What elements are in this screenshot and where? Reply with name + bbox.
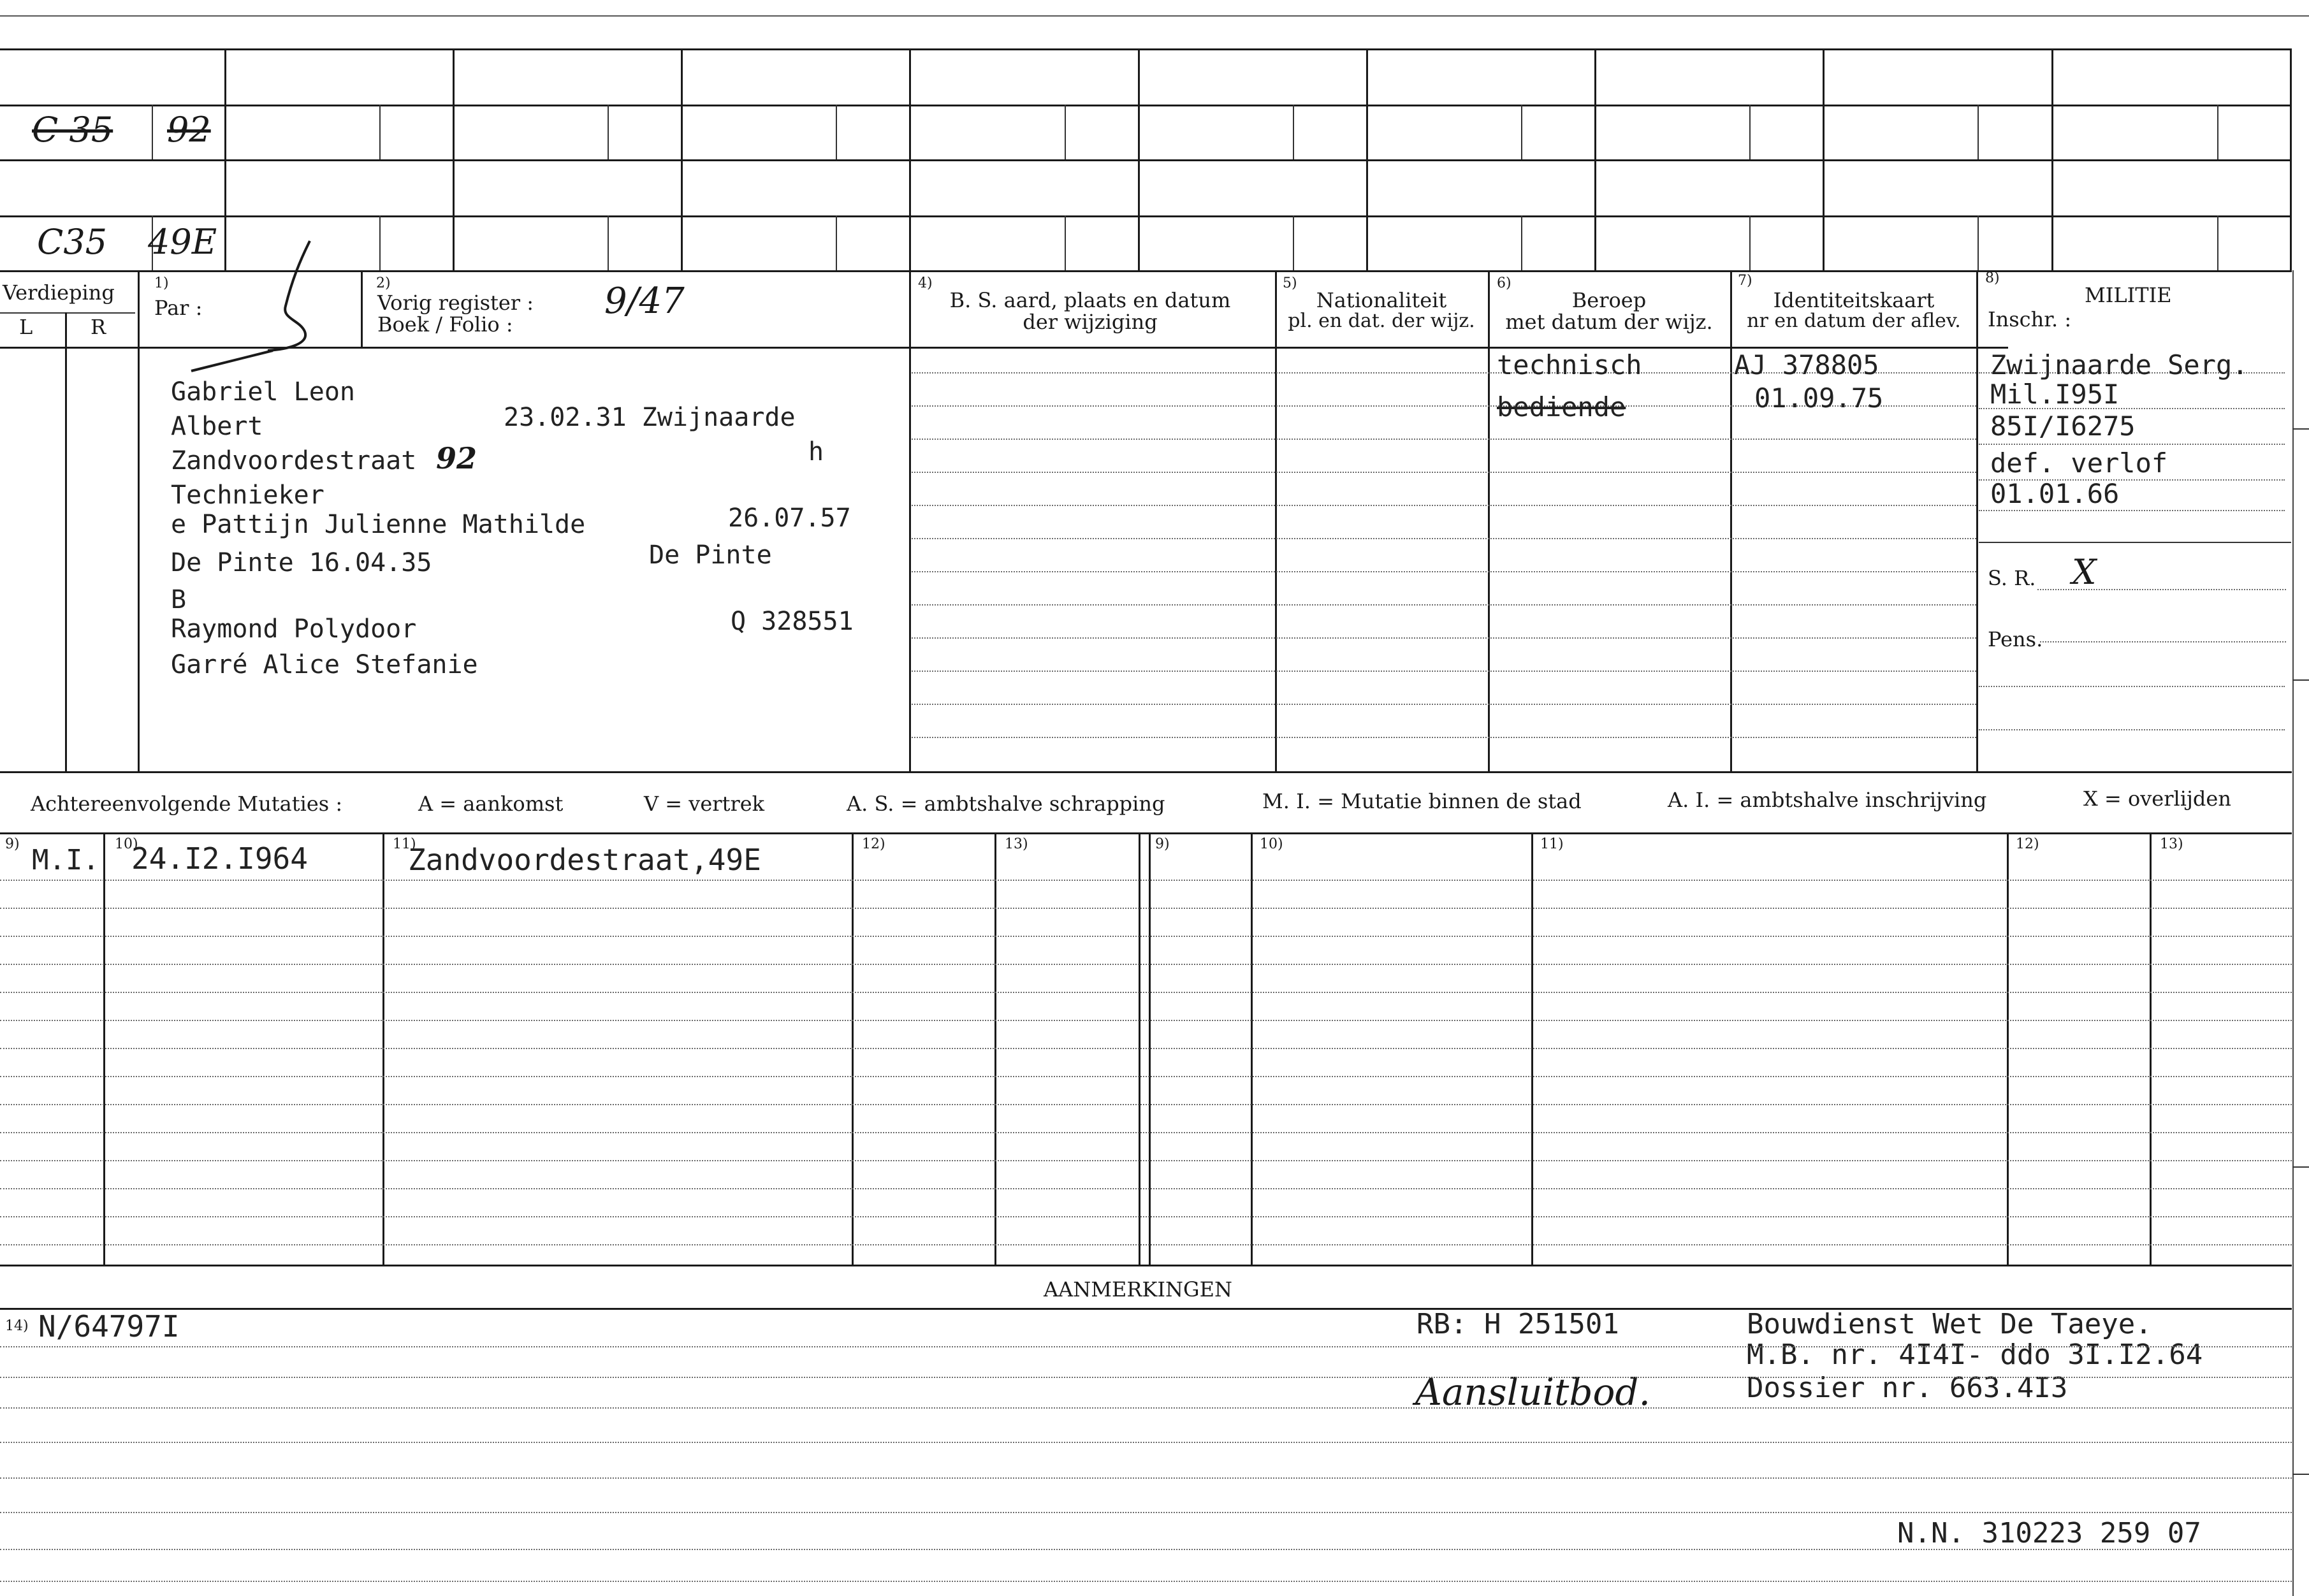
dotted-rule	[0, 1020, 2292, 1021]
grid-line	[1521, 215, 1522, 270]
grid-line	[1749, 105, 1751, 159]
grid-line	[1976, 270, 1978, 771]
id-number: AJ 378805	[1734, 349, 1879, 381]
grid-line	[1488, 270, 1490, 771]
remarks-bouw-1: Bouwdienst Wet De Taeye.	[1747, 1308, 2152, 1340]
grid-line	[2217, 215, 2218, 270]
par-signature	[178, 236, 331, 382]
dotted-rule	[912, 604, 1976, 606]
grid-line	[909, 48, 911, 270]
grid-line	[0, 312, 135, 314]
dotted-rule	[2040, 641, 2286, 642]
grid-line	[2290, 48, 2292, 270]
bs-label-1: B. S. aard, plaats en datum	[949, 288, 1231, 312]
grid-line	[909, 270, 911, 771]
person-mother: Garré Alice Stefanie	[171, 650, 478, 679]
dotted-rule	[0, 1512, 2292, 1513]
sr-label: S. R.	[1988, 566, 2036, 590]
legend-title: Achtereenvolgende Mutaties :	[31, 792, 343, 816]
grid-line	[152, 105, 153, 159]
edge-tick	[2292, 428, 2309, 430]
mut-col-num: 12)	[862, 836, 885, 852]
dotted-rule	[0, 1377, 2292, 1378]
grid-line	[1594, 48, 1596, 270]
dotted-rule	[0, 1188, 2292, 1189]
grid-line	[608, 105, 609, 159]
grid-line	[361, 270, 363, 347]
grid-line	[681, 48, 683, 270]
person-h-mark: h	[808, 437, 824, 467]
dotted-rule	[912, 571, 1976, 572]
person-code: Q 328551	[731, 607, 854, 636]
grid-line	[1978, 215, 1979, 270]
grid-line	[0, 832, 2292, 834]
id-label-1: Identiteitskaart	[1773, 288, 1935, 312]
edge-tick	[2292, 679, 2309, 681]
bs-label-2: der wijziging	[1023, 310, 1158, 334]
grid-line	[0, 1265, 2292, 1266]
legend-item: M. I. = Mutatie binnen de stad	[1262, 789, 1582, 813]
grid-line	[1065, 105, 1066, 159]
dotted-rule	[0, 1442, 2292, 1443]
legend-item: A = aankomst	[418, 792, 564, 816]
militie-line-5: 01.01.66	[1990, 478, 2120, 509]
dotted-rule	[0, 992, 2292, 993]
grid-line	[0, 215, 2292, 217]
person-father: Raymond Polydoor	[171, 614, 417, 644]
grid-line	[0, 771, 2292, 773]
bs-num: 4)	[918, 275, 933, 291]
grid-line	[1979, 542, 2291, 543]
mut-entry-type: M.I.	[32, 844, 99, 876]
dotted-rule	[912, 538, 1976, 539]
militie-line-2: Mil.I95I	[1990, 379, 2120, 410]
legend-item: V = vertrek	[644, 792, 765, 816]
edge-tick	[2292, 1166, 2309, 1168]
edge-tick	[2292, 1474, 2309, 1475]
beroep-line-1: technisch	[1497, 349, 1642, 381]
militie-line-1: Zwijnaarde Serg.	[1990, 349, 2248, 381]
dotted-rule	[912, 637, 1976, 639]
dotted-rule	[0, 1132, 2292, 1133]
dotted-rule	[1979, 444, 2285, 445]
boek-label: Boek / Folio :	[377, 312, 513, 337]
id-num: 7)	[1738, 273, 1752, 289]
mut-entry-address: Zandvoordestraat,49E	[408, 843, 761, 877]
dotted-rule	[0, 1160, 2292, 1161]
col-r-label: R	[91, 315, 106, 339]
mil-num: 8)	[1985, 270, 2000, 286]
grid-line	[1749, 215, 1751, 270]
dotted-rule	[1979, 686, 2285, 687]
dotted-rule	[1979, 729, 2285, 730]
dotted-rule	[0, 1581, 2292, 1582]
person-street: Zandvoordestraat	[171, 446, 417, 475]
grid-line	[453, 48, 455, 270]
dotted-rule	[0, 1549, 2292, 1550]
mut-col-num: 13)	[1005, 836, 1028, 852]
dotted-rule	[0, 1216, 2292, 1217]
grid-line	[1521, 105, 1522, 159]
top-edge-line	[0, 15, 2309, 17]
id-date: 01.09.75	[1754, 382, 1884, 414]
dotted-rule	[0, 1104, 2292, 1105]
dotted-rule	[0, 880, 2292, 881]
mut-col-num: 13)	[2160, 836, 2183, 852]
vorig-value: 9/47	[604, 280, 685, 322]
remarks-title: AANMERKINGEN	[1044, 1277, 1232, 1302]
remarks-rb: RB: H 251501	[1417, 1308, 1619, 1340]
grid-line	[138, 270, 140, 771]
person-profession: Technieker	[171, 481, 324, 510]
grid-line	[0, 105, 2292, 106]
grid-line	[608, 215, 609, 270]
dotted-rule	[0, 964, 2292, 965]
dotted-rule	[0, 1244, 2292, 1245]
person-b-mark: B	[171, 585, 187, 614]
col-l-label: L	[19, 315, 33, 339]
person-house-number: 92	[436, 441, 477, 475]
dotted-rule	[0, 936, 2292, 937]
mut-col-num: 12)	[2016, 836, 2039, 852]
grid-line	[379, 105, 381, 159]
ref-number-current: 49E	[148, 222, 217, 262]
person-second-name: Albert	[171, 412, 263, 441]
mil-label: MILITIE	[2085, 283, 2172, 307]
grid-line	[1275, 270, 1277, 771]
person-marriage-date: 26.07.57	[728, 504, 851, 533]
militie-line-3: 85I/I6275	[1990, 410, 2136, 442]
par-num: 1)	[154, 275, 169, 291]
remarks-bouw-2: M.B. nr. 4I4I- ddo 3I.I2.64	[1747, 1338, 2203, 1371]
person-spouse: e Pattijn Julienne Mathilde	[171, 510, 586, 539]
remarks-num: 14)	[5, 1318, 29, 1334]
ref-code-old: C 35	[32, 110, 113, 150]
grid-line	[1065, 215, 1066, 270]
dotted-rule	[912, 472, 1976, 473]
dotted-rule	[912, 439, 1976, 440]
remarks-n-number: N/64797I	[38, 1309, 180, 1344]
mut-entry-date: 24.I2.I964	[131, 841, 308, 876]
pens-label: Pens.	[1988, 627, 2043, 651]
beroep-line-2: bediende	[1497, 391, 1626, 423]
dotted-rule	[0, 1407, 2292, 1409]
grid-line	[379, 215, 381, 270]
dotted-rule	[0, 1477, 2292, 1479]
mut-col-num: 10)	[1260, 836, 1283, 852]
grid-line	[65, 312, 67, 771]
remarks-nn: N.N. 310223 259 07	[1897, 1517, 2201, 1549]
grid-line	[1823, 48, 1825, 270]
person-spouse-place: De Pinte	[649, 540, 772, 570]
beroep-label-2: met datum der wijz.	[1505, 310, 1713, 334]
grid-line	[836, 215, 837, 270]
mut-col-num: 11)	[393, 836, 416, 852]
person-birth: 23.02.31 Zwijnaarde	[504, 403, 796, 432]
legend-item: X = overlijden	[2083, 787, 2231, 811]
legend-item: A. I. = ambtshalve inschrijving	[1668, 788, 1987, 812]
verdieping-label: Verdieping	[3, 280, 115, 305]
dotted-rule	[912, 671, 1976, 672]
sr-mark: X	[2072, 552, 2097, 592]
beroep-num: 6)	[1497, 275, 1511, 291]
right-edge-line	[2292, 270, 2294, 1596]
grid-line	[2051, 48, 2053, 270]
remarks-signature: Aansluitbod.	[1415, 1370, 1650, 1414]
person-spouse-birth: De Pinte 16.04.35	[171, 548, 432, 577]
mut-col-num: 9)	[1155, 836, 1170, 852]
nat-label-2: pl. en dat. der wijz.	[1288, 310, 1475, 332]
grid-line	[836, 105, 837, 159]
ref-number-old: 92	[167, 110, 211, 150]
vorig-label: Vorig register :	[377, 291, 534, 315]
dotted-rule	[0, 1346, 2292, 1347]
grid-line	[2217, 105, 2218, 159]
legend-item: A. S. = ambtshalve schrapping	[847, 792, 1165, 816]
dotted-rule	[912, 505, 1976, 506]
dotted-rule	[0, 1048, 2292, 1049]
grid-line	[1293, 215, 1294, 270]
mut-col-num: 11)	[1540, 836, 1564, 852]
person-firstname: Gabriel Leon	[171, 377, 355, 407]
grid-line	[0, 48, 2292, 50]
beroep-label-1: Beroep	[1571, 288, 1647, 312]
par-label: Par :	[154, 296, 203, 320]
dotted-rule	[0, 908, 2292, 909]
vorig-num: 2)	[376, 275, 391, 291]
nat-label-1: Nationaliteit	[1316, 288, 1447, 312]
dotted-rule	[912, 737, 1976, 738]
ref-code-current: C35	[37, 222, 108, 262]
grid-line	[1730, 270, 1732, 771]
grid-line	[1366, 48, 1368, 270]
mut-col-num: 9)	[5, 836, 20, 852]
dotted-rule	[0, 1076, 2292, 1077]
mut-col-num: 10)	[115, 836, 138, 852]
militie-line-4: def. verlof	[1990, 447, 2168, 479]
grid-line	[1293, 105, 1294, 159]
grid-line	[1978, 105, 1979, 159]
dotted-rule	[912, 704, 1976, 705]
remarks-bouw-3: Dossier nr. 663.4I3	[1747, 1372, 2068, 1404]
inschr-label: Inschr. :	[1988, 307, 2072, 331]
grid-line	[0, 270, 2292, 272]
dotted-rule	[1979, 510, 2285, 511]
grid-line	[1138, 48, 1140, 270]
grid-line	[0, 159, 2292, 161]
id-label-2: nr en datum der aflev.	[1747, 310, 1961, 332]
nat-num: 5)	[1283, 275, 1297, 291]
